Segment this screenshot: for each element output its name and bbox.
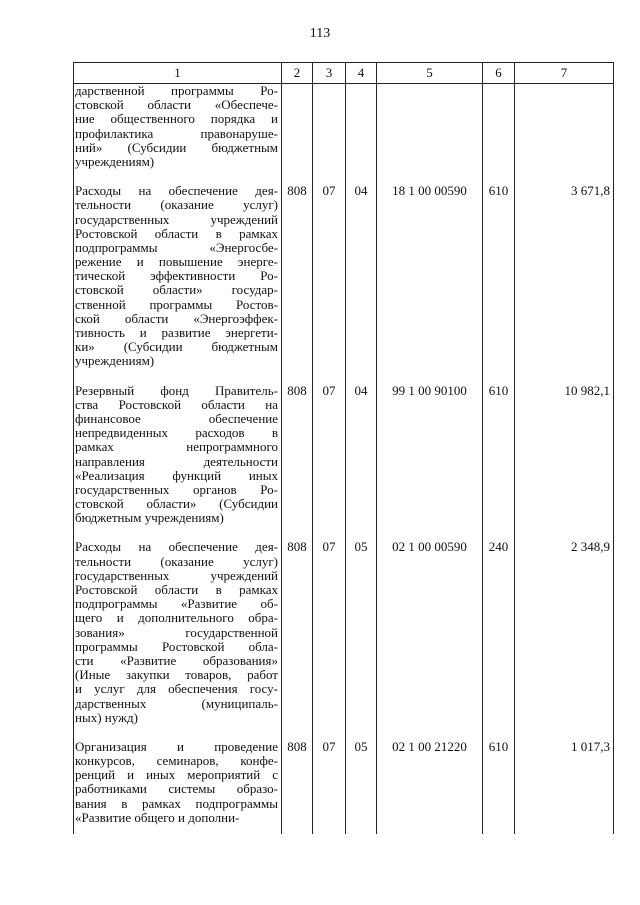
description-line: ние общественного порядка и: [75, 111, 278, 127]
description-line: ства Ростовской области на: [75, 396, 278, 412]
description-line: конкурсов, семинаров, конфе-: [75, 753, 278, 769]
ministry-code: [282, 84, 313, 179]
expense-type-code: 610: [483, 378, 515, 535]
row-description: [74, 534, 282, 733]
col-header-3: 3: [313, 63, 346, 84]
section-code: 07: [313, 534, 346, 733]
description-line: ных) нужд): [75, 709, 138, 725]
subsection-code: [346, 84, 377, 179]
ministry-code: 808: [282, 534, 313, 733]
target-article-code: [377, 84, 483, 179]
description-line: Ростовской области в рамках: [75, 225, 278, 241]
subsection-code: 05: [346, 734, 377, 834]
ministry-code: 808: [282, 734, 313, 834]
page-number: 113: [309, 26, 331, 41]
description-line: учреждениям): [75, 353, 155, 369]
description-line: «Развитие общего и дополни-: [75, 809, 240, 825]
description-line: стовской области «Обеспече-: [75, 97, 278, 113]
subsection-code: 04: [346, 378, 377, 535]
header-row: [74, 63, 614, 84]
description-line: рамках непрограммного: [75, 439, 278, 455]
description-line: вания в рамках подпрограммы: [75, 795, 278, 811]
target-article-code: 02 1 00 21220: [377, 734, 483, 834]
row-description: [74, 84, 282, 179]
amount-value: 2 348,9: [515, 534, 614, 733]
description-line: дарственных (муниципаль-: [75, 695, 278, 711]
section-code: 07: [313, 378, 346, 535]
row-description: [74, 178, 282, 377]
description-line: дарственной программы Ро-: [75, 83, 278, 98]
description-line: режение и повышение энерге-: [75, 254, 278, 270]
description-line: стовской области» (Субсидии: [75, 496, 278, 512]
amount-value: [515, 84, 614, 179]
table-row: [74, 734, 614, 834]
expense-type-code: [483, 84, 515, 179]
description-line: тельности (оказание услуг): [75, 553, 278, 569]
description-line: сти «Развитие образования»: [75, 652, 278, 668]
col-header-2: 2: [282, 63, 313, 84]
target-article-code: 18 1 00 00590: [377, 178, 483, 377]
description-line: зования» государственной: [75, 624, 278, 640]
target-article-code: 02 1 00 00590: [377, 534, 483, 733]
description-line: профилактика правонаруше-: [75, 125, 278, 141]
expense-type-code: 240: [483, 534, 515, 733]
description-line: Расходы на обеспечение дея-: [75, 539, 278, 555]
description-line: стовской области» государ-: [75, 282, 278, 298]
col-header-4: 4: [346, 63, 377, 84]
description-line: государственных органов Ро-: [75, 481, 278, 497]
table-row: [74, 84, 614, 179]
budget-table: [73, 62, 614, 834]
description-line: подпрограммы «Энергосбе-: [75, 239, 278, 255]
amount-value: 10 982,1: [515, 378, 614, 535]
table-row: [74, 534, 614, 733]
description-line: ской области «Энергоэффек-: [75, 310, 278, 326]
subsection-code: 04: [346, 178, 377, 377]
target-article-code: 99 1 00 90100: [377, 378, 483, 535]
col-header-5: 5: [377, 63, 483, 84]
description-line: учреждениям): [75, 153, 155, 169]
section-code: 07: [313, 734, 346, 834]
description-line: тельности (оказание услуг): [75, 197, 278, 213]
col-header-1: 1: [74, 63, 282, 84]
ministry-code: 808: [282, 378, 313, 535]
description-line: Организация и проведение: [75, 738, 278, 754]
description-line: ний» (Субсидии бюджетным: [75, 139, 278, 155]
description-line: ственной программы Ростов-: [75, 296, 278, 312]
description-line: государственных учреждений: [75, 567, 278, 583]
description-line: непредвиденных расходов в: [75, 425, 278, 441]
col-header-6: 6: [483, 63, 515, 84]
section-code: 07: [313, 178, 346, 377]
subsection-code: 05: [346, 534, 377, 733]
description-line: (Иные закупки товаров, работ: [75, 667, 278, 683]
description-line: работниками системы образо-: [75, 781, 278, 797]
description-line: государственных учреждений: [75, 211, 278, 227]
ministry-code: 808: [282, 178, 313, 377]
description-line: щего и дополнительного обра-: [75, 610, 278, 626]
description-line: подпрограммы «Развитие об-: [75, 596, 278, 612]
description-line: тивность и развитие энергети-: [75, 325, 278, 340]
table-row: [74, 178, 614, 377]
description-line: Расходы на обеспечение дея-: [75, 183, 278, 199]
row-description: [74, 378, 282, 535]
amount-value: 1 017,3: [515, 734, 614, 834]
expense-type-code: 610: [483, 734, 515, 834]
description-line: «Реализация функций иных: [75, 467, 278, 483]
col-header-7: 7: [515, 63, 614, 84]
description-line: финансовое обеспечение: [75, 410, 278, 426]
description-line: Резервный фонд Правитель-: [75, 382, 278, 398]
description-line: ренций и иных мероприятий с: [75, 767, 278, 783]
description-line: направления деятельности: [75, 453, 278, 469]
description-line: программы Ростовской обла-: [75, 638, 278, 654]
description-line: Ростовской области в рамках: [75, 582, 278, 597]
description-line: бюджетным учреждениям): [75, 510, 224, 526]
table-row: [74, 378, 614, 535]
description-line: ки» (Субсидии бюджетным: [75, 339, 278, 355]
expense-type-code: 610: [483, 178, 515, 377]
description-line: тической эффективности Ро-: [75, 268, 278, 284]
description-line: и услуг для обеспечения госу-: [75, 681, 278, 697]
section-code: [313, 84, 346, 179]
amount-value: 3 671,8: [515, 178, 614, 377]
row-description: [74, 734, 282, 834]
